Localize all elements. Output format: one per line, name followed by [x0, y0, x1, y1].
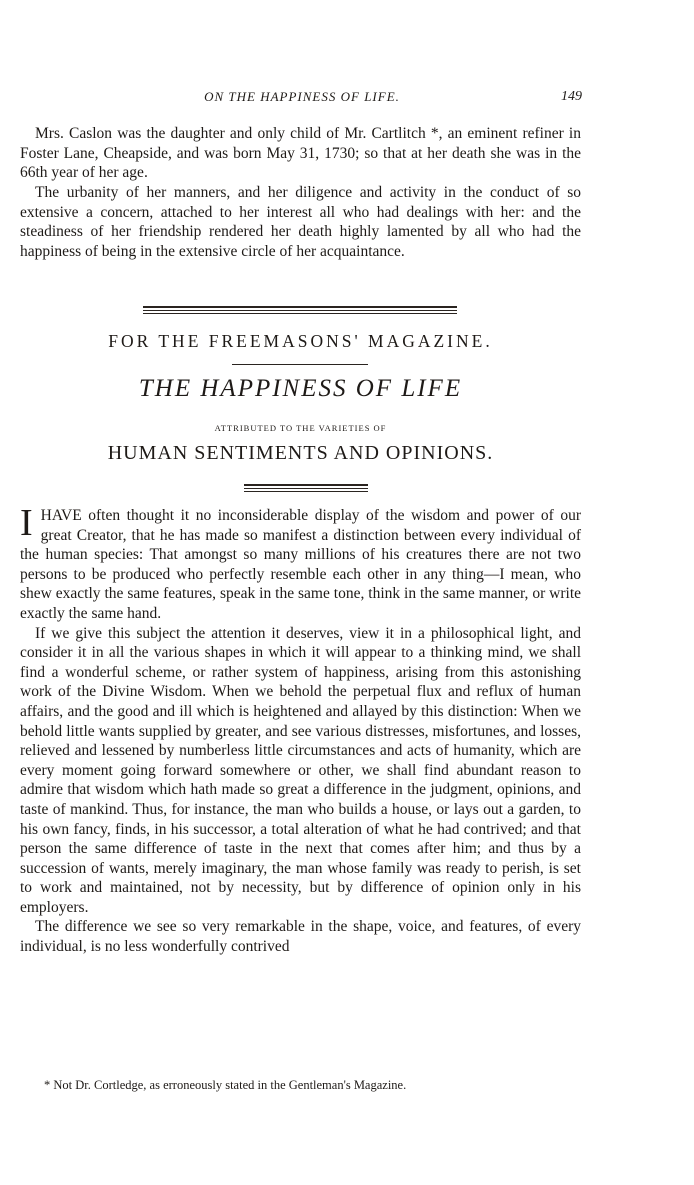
footnote: * Not Dr. Cortledge, as erroneously stated in the Gentleman's Magazine.	[44, 1078, 407, 1092]
heading-rule	[232, 364, 368, 365]
body-paragraph-1	[20, 502, 581, 624]
body-paragraph-1-text: HAVE often thought it no inconsiderable display of the wisdom and power of our great Creator, that he has made so manifest a distinction between every individual of the human species: That amongst so many millions of his creatures there are not two persons to be produced who perfectly resemble each other in any thing—I mean, who shew exactly the same features, speak in the same tone, think in the same manner, or write exactly the same hand.	[20, 507, 581, 622]
page-number: 149	[561, 89, 582, 104]
article-body	[20, 502, 581, 957]
obituary-paragraph-1: Mrs. Caslon was the daughter and only child of Mr. Cartlitch *, an eminent refiner in Foster Lane, Cheapside, and was born May 31, 1730; so that at her death she was in the 66th year of her age.	[20, 125, 581, 182]
dropcap: I	[20, 502, 33, 544]
obituary-paragraph-2: The urbanity of her manners, and her diligence and activity in the conduct of so extensive a concern, attached to her interest all who had dealings with her: and the steadiness of her friendship rendered her death highly lamented by all who had the happiness of being in the extensive circle of her acquaintance.	[20, 184, 581, 260]
section-rule-double	[143, 306, 457, 311]
body-paragraph-3: The difference we see so very remarkable in the shape, voice, and features, of every individual, is no less wonderfully contrived	[20, 918, 581, 956]
running-head: ON THE HAPPINESS OF LIFE.	[204, 89, 400, 104]
article-title: THE HAPPINESS OF LIFE	[138, 375, 463, 402]
title-rule-double	[244, 484, 368, 489]
article-subtitle: HUMAN SENTIMENTS AND OPINIONS.	[107, 442, 494, 464]
title-rule-thin	[244, 491, 368, 492]
body-paragraph-2: If we give this subject the attention it deserves, view it in a philosophical light, and consider it in all the various shapes in which it will appear to a thinking mind, we shall find a wonderful scheme, or rather system of happiness, arising from this astonishing work of the Divine Wisdom. When we behold the perpetual flux and reflux of human affairs, and the good and ill which is heightened and allayed by this distinction: When we behold little wants supplied by greater, and see various distresses, misfortunes, and losses, relieved and lessened by numberless little circumstances and acts of humanity, which are every moment going forward somewhere or other, we shall find abundant reason to admire that wisdom which hath made so great a difference in the judgment, opinions, and taste of mankind. Thus, for instance, the man who builds a house, or lays out a garden, to his own fancy, finds, in his successor, a total alteration of what he had contrived; and that person the same difference of taste in the next that comes after him; and thus by a succession of wants, merely imaginary, the man whose family was ready to perish, is set to work and maintained, not by necessity, but by difference of opinion only in his employers.	[20, 624, 581, 916]
article-attribution: ATTRIBUTED TO THE VARIETIES OF	[214, 423, 387, 433]
section-rule-thin	[143, 313, 457, 314]
magazine-heading: FOR THE FREEMASONS' MAGAZINE.	[108, 331, 493, 351]
